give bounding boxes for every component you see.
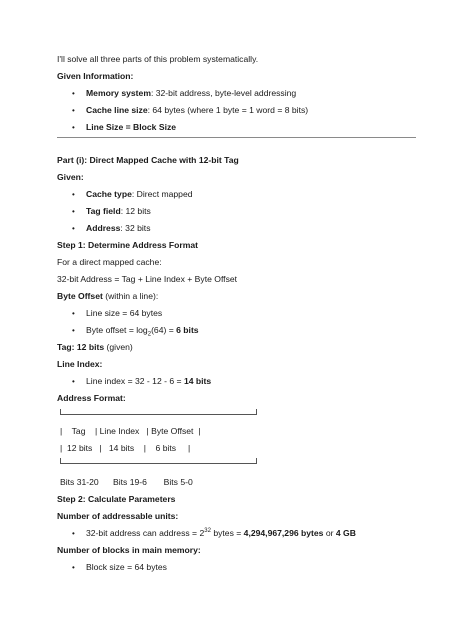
part1-heading: Part (i): Direct Mapped Cache with 12-bit Tag: [57, 155, 239, 165]
given-info-item-memory: • Memory system: 32-bit address, byte-level addressing: [72, 88, 297, 98]
table-tick: [60, 409, 61, 415]
part1-given-item-cache-type: • Cache type: Direct mapped: [72, 189, 193, 199]
bit-ranges-row: Bits 31-20 Bits 19-6 Bits 5-0: [60, 477, 193, 487]
byte-offset-item-line-size: • Line size = 64 bytes: [72, 308, 163, 318]
given-info-item-cache-line: • Cache line size: 64 bytes (where 1 byte = 1 word = 8 bits): [72, 105, 309, 115]
bullet-icon: •: [72, 123, 75, 132]
bullet-icon: •: [72, 106, 75, 115]
table-top-border: [60, 414, 256, 415]
byte-offset-item-calc: • Byte offset = $\log_2(64) = 6$ bits: [72, 325, 199, 338]
addressable-units-heading: Number of addressable units:: [57, 511, 179, 521]
tag-line: Tag: 12 bits (given): [57, 342, 133, 352]
part1-given-heading: Given:: [57, 172, 84, 182]
blocks-heading: Number of blocks in main memory:: [57, 545, 201, 555]
bullet-icon: •: [72, 89, 75, 98]
bullet-icon: •: [72, 326, 75, 335]
byte-offset-label: Byte Offset (within a line):: [57, 291, 159, 301]
bullet-icon: •: [72, 309, 75, 318]
line-index-heading: Line Index:: [57, 359, 103, 369]
bullet-icon: •: [72, 377, 75, 386]
table-tick: [256, 409, 257, 415]
bullet-icon: •: [72, 207, 75, 216]
address-format-heading: Address Format:: [57, 393, 126, 403]
bullet-icon: •: [72, 563, 75, 572]
bullet-icon: •: [72, 190, 75, 199]
step2-heading: Step 2: Calculate Parameters: [57, 494, 176, 504]
bullet-icon: •: [72, 529, 75, 538]
given-info-heading: Given Information:: [57, 71, 134, 81]
address-format-row-fields: | Tag | Line Index | Byte Offset |: [60, 426, 201, 436]
intro-text: I'll solve all three parts of this problem systematically.: [57, 54, 259, 64]
part1-given-item-tag: • Tag field: 12 bits: [72, 206, 151, 216]
step1-line1: For a direct mapped cache:: [57, 257, 162, 267]
table-bottom-border: [60, 463, 256, 464]
given-info-item-line-size: • Line Size = Block Size: [72, 122, 177, 132]
step1-heading: Step 1: Determine Address Format: [57, 240, 199, 250]
step1-line2: 32-bit Address = Tag + Line Index + Byte Offset: [57, 274, 238, 284]
table-tick: [60, 458, 61, 464]
part1-given-item-address: • Address: 32 bits: [72, 223, 151, 233]
line-index-item: • Line index = 32 - 12 - 6 = 14 bits: [72, 376, 212, 386]
table-tick: [256, 458, 257, 464]
addressable-units-item: • 32-bit address can address = $2^{32}$ bytes = 4,294,967,296 bytes or 4 GB: [72, 528, 356, 538]
horizontal-divider: [57, 137, 416, 138]
blocks-item: • Block size = 64 bytes: [72, 562, 167, 572]
bullet-icon: •: [72, 224, 75, 233]
address-format-row-bits: | 12 bits | 14 bits | 6 bits |: [60, 443, 191, 453]
